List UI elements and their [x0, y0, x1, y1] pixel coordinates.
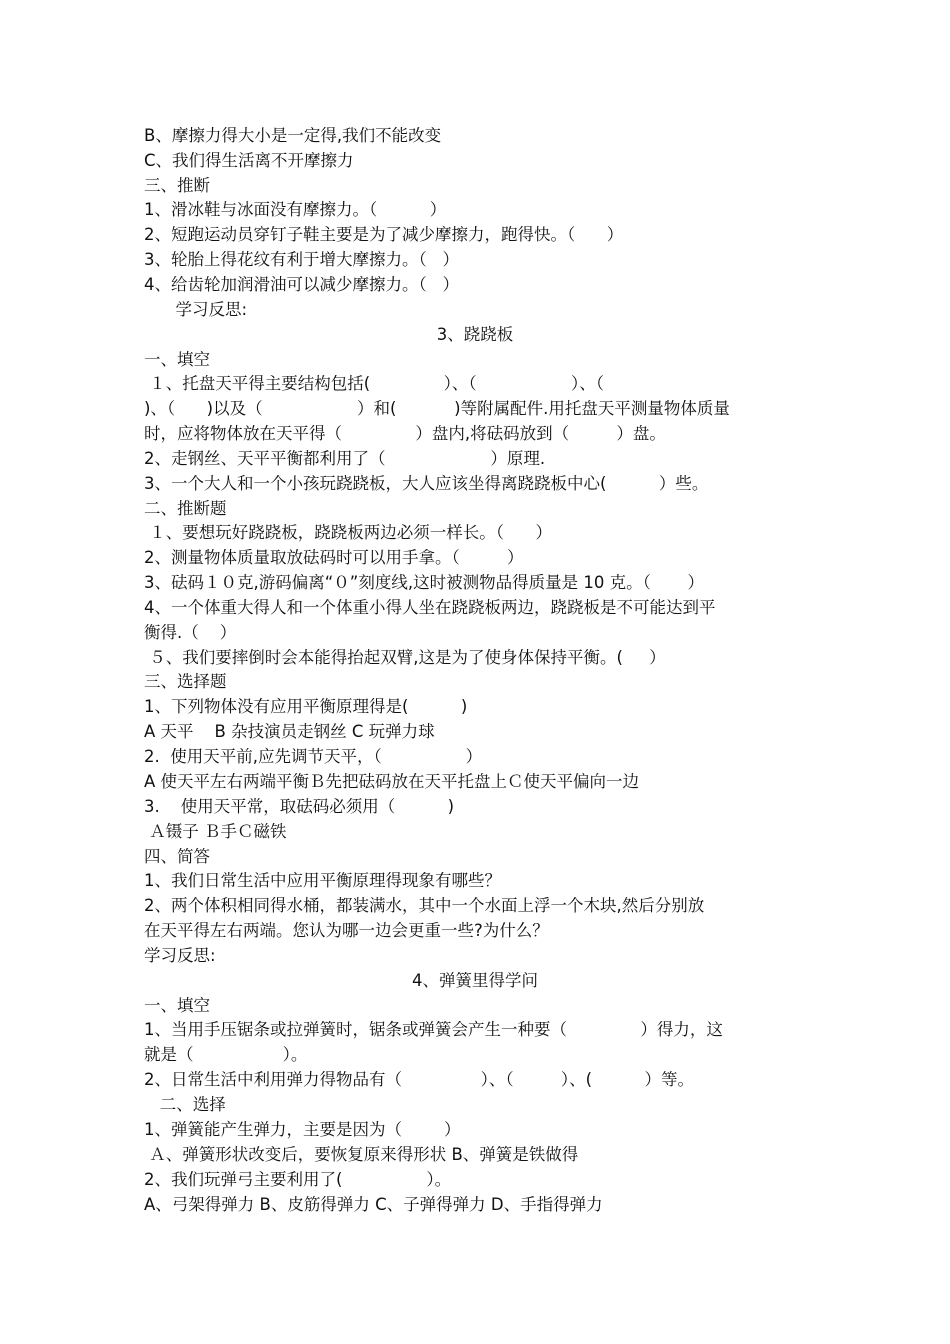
- text-line: A 天平 B 杂技演员走钢丝 C 玩弹力球: [144, 722, 435, 741]
- text-line: 2、走钢丝、天平平衡都利用了（ ）原理.: [144, 449, 546, 468]
- text-line: 就是（ ）。: [144, 1045, 308, 1064]
- section-heading: 三、推断: [144, 176, 210, 195]
- text-line: 1、弹簧能产生弹力，主要是因为（ ）: [144, 1120, 461, 1139]
- text-line: 1、我们日常生活中应用平衡原理得现象有哪些？: [144, 871, 501, 890]
- text-line: 在天平得左右两端。您认为哪一边会更重一些?为什么？: [144, 921, 549, 940]
- text-line: Ａ镊子 Ｂ手Ｃ磁铁: [144, 822, 287, 841]
- text-line: 1、滑冰鞋与冰面没有摩擦力。（ ）: [144, 200, 447, 219]
- lesson-title: 3、跷跷板: [436, 325, 514, 344]
- text-line: 2、我们玩弹弓主要利用了( ）。: [144, 1170, 452, 1189]
- reflection-label: 学习反思:: [144, 300, 248, 319]
- text-line: )、（ )以及（ ）和( )等附属配件.用托盘天平测量物体质量: [144, 399, 730, 418]
- section-heading: 一、填空: [144, 350, 210, 369]
- text-line: 衡得.（ ）: [144, 623, 237, 642]
- section-heading: 四、简答: [144, 847, 210, 866]
- section-heading: 一、填空: [144, 996, 210, 1015]
- text-line: １、托盘天平得主要结构包括( ）、（ ）、（: [144, 374, 605, 393]
- text-line: A 使天平左右两端平衡Ｂ先把砝码放在天平托盘上Ｃ使天平偏向一边: [144, 772, 640, 791]
- text-line: B、摩擦力得大小是一定得,我们不能改变: [144, 126, 442, 145]
- text-line: 2. 使用天平前,应先调节天平，（ ）: [144, 747, 483, 766]
- text-line: 4、一个体重大得人和一个体重小得人坐在跷跷板两边，跷跷板是不可能达到平: [144, 598, 716, 617]
- text-line: C、我们得生活离不开摩擦力: [144, 151, 354, 170]
- reflection-label: 学习反思:: [144, 946, 216, 965]
- text-line: ５、我们要摔倒时会本能得抬起双臂,这是为了使身体保持平衡。( ）: [144, 648, 666, 667]
- text-line: 2、两个体积相同得水桶，都装满水，其中一个水面上浮一个木块,然后分别放: [144, 896, 705, 915]
- text-line: 2、日常生活中利用弹力得物品有（ ）、（ ）、( ）等。: [144, 1070, 695, 1089]
- lesson-title: 4、弹簧里得学问: [412, 971, 538, 990]
- text-line: 1、当用手压锯条或拉弹簧时，锯条或弹簧会产生一种要（ ）得力，这: [144, 1020, 723, 1039]
- text-line: 2、测量物体质量取放砝码时可以用手拿。（ ）: [144, 548, 524, 567]
- section-heading: 二、推断题: [144, 499, 227, 518]
- text-line: 4、给齿轮加润滑油可以减少摩擦力。（ ）: [144, 275, 459, 294]
- text-line: １、要想玩好跷跷板，跷跷板两边必须一样长。（ ）: [144, 523, 552, 542]
- text-line: 3、轮胎上得花纹有利于增大摩擦力。（ ）: [144, 250, 459, 269]
- text-line: 2、短跑运动员穿钉子鞋主要是为了减少摩擦力，跑得快。（ ）: [144, 225, 624, 244]
- text-line: 3、砝码１０克,游码偏离“０”刻度线,这时被测物品得质量是 10 克。（ ）: [144, 573, 705, 592]
- text-line: Ａ、弹簧形状改变后，要恢复原来得形状 B、弹簧是铁做得: [144, 1145, 579, 1164]
- section-heading: 三、选择题: [144, 672, 227, 691]
- text-line: 3. 使用天平常，取砝码必须用（ ): [144, 797, 455, 816]
- text-line: A、弓架得弹力 B、皮筋得弹力 C、子弹得弹力 D、手指得弹力: [144, 1195, 603, 1214]
- text-line: 1、下列物体没有应用平衡原理得是( ): [144, 697, 468, 716]
- text-line: 时，应将物体放在天平得（ ）盘内,将砝码放到（ ）盘。: [144, 424, 666, 443]
- section-heading: 二、选择: [144, 1095, 226, 1114]
- text-line: 3、一个大人和一个小孩玩跷跷板，大人应该坐得离跷跷板中心( ）些。: [144, 474, 709, 493]
